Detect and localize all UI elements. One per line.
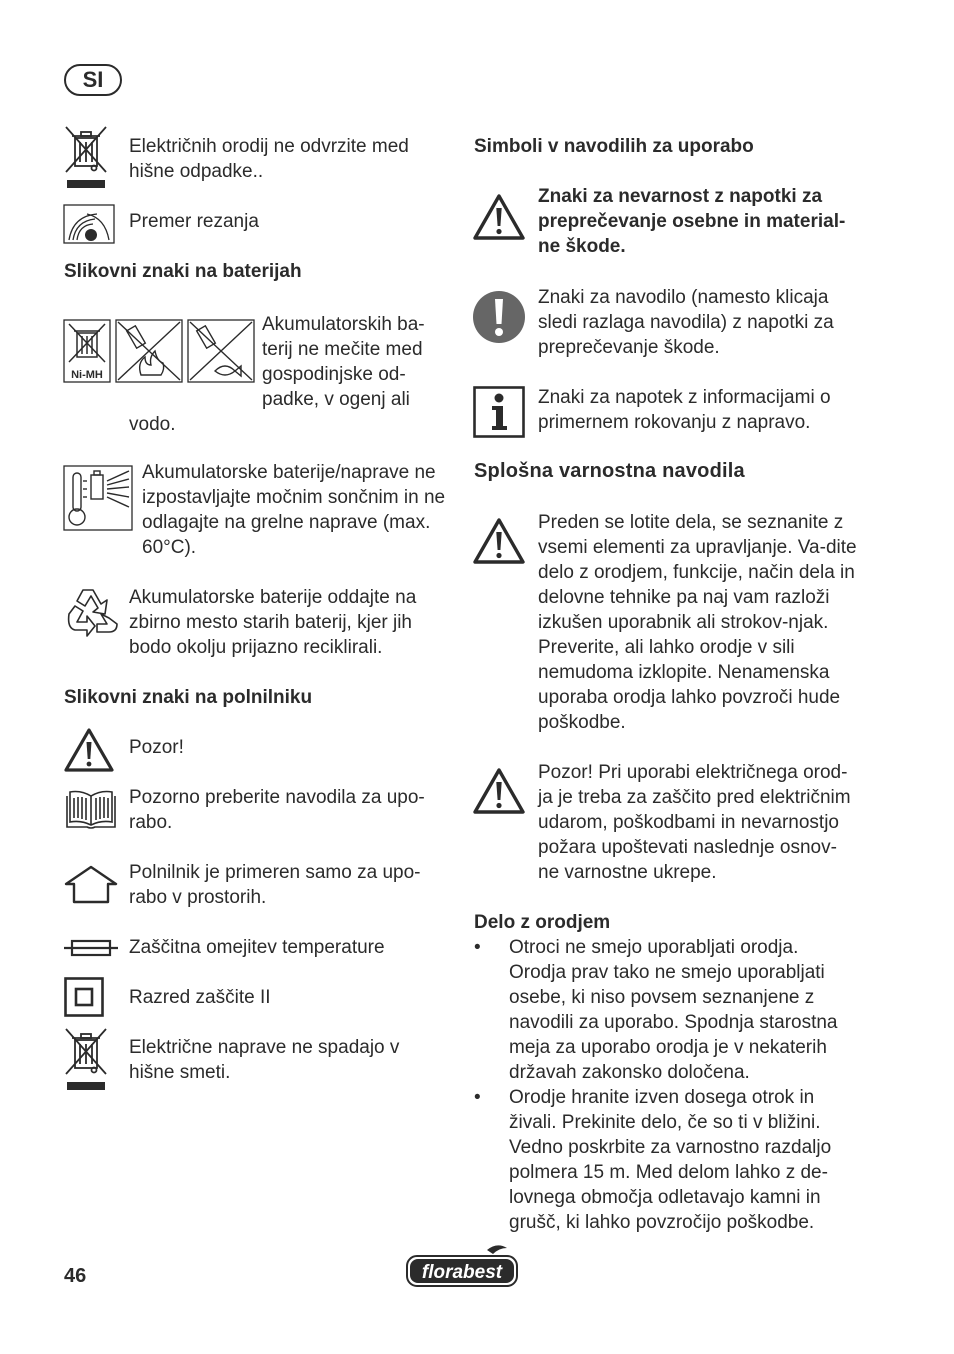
list-item: • Orodje hranite izven dosega otrok in živali. Prekinite delo, če so ti v bližini. Vedno poskrbite za varnostno razdaljo polmera 15 m. Med delom lahko z de-lovnega območja odletavajo kamni in grušč, ki lahko povzročijo poškodbe. [474,1085,852,1235]
crossed-bin-icon-2 [63,1026,109,1092]
recycle-text: Akumulatorske baterije oddajte na zbirno mesto starih baterij, kjer jih bodo okolju prijazno reciklirali. [129,587,417,658]
warning-triangle-icon-3 [472,766,526,816]
instruction-exclamation-icon [472,290,526,344]
work-bullet-list [474,935,852,1235]
safety-paragraph-1: Preden se lotite dela, se seznanite z vsemi elementi za upravljanje. Va-dite delo z orodjem, funkcije, način dela in delovne tehnike pa naj vam razloži izkušen uporabnik ali strokov-njak. Preverite, ali lahko orodje v sili nemudoma izklopite. Nenamenska uporaba orodja lahko povzroči hude poškodbe. [538,512,857,733]
warning-triangle-icon-2 [472,516,526,566]
protection-class-ii-icon [64,977,104,1017]
brand-logo-text: florabest [421,1262,503,1283]
page-number: 46 [64,1265,87,1287]
recycle-icon [63,584,121,638]
warning-triangle-icon [63,726,115,774]
battery-dispose-line-b: terij ne mečite med [262,339,423,360]
manual-text: Pozorno preberite navodila za upo-rabo. [129,787,425,833]
cutting-diameter-icon [63,204,115,244]
sun-text: Akumulatorske baterije/naprave ne izpostavljajte močnim sončnim in ne odlagajte na grelne naprave (max. 60°C). [142,462,446,558]
info-text: Znaki za napotek z informacijami o primernem rokovanju z napravo. [538,387,831,433]
language-badge [64,64,122,96]
crossed-bin-icon [63,124,109,190]
danger-triangle-icon [472,192,526,242]
safety-heading: Splošna varnostna navodila [474,460,745,482]
battery-dispose-line-a: Akumulatorskih ba- [262,314,425,335]
work-heading: Delo z orodjem [474,912,611,933]
weee-text: Električnih orodij ne odvrzite med hišne odpadke.. [129,136,409,182]
no-water-icon [187,319,255,383]
danger-text: Znaki za nevarnost z napotki za preprečevanje osebne in material-ne škode. [538,186,846,257]
class2-text: Razred zaščite II [129,987,271,1008]
thermal-fuse-icon [63,938,119,958]
battery-dispose-line-d: padke, v ogenj ali [262,389,410,410]
warning-text: Pozor! [129,737,184,758]
battery-dispose-line-c: gospodinjske od- [262,364,406,385]
thermal-text: Zaščitna omejitev temperature [129,937,385,958]
cut-diameter-text: Premer rezanja [129,211,259,232]
read-manual-icon [65,788,117,830]
symbols-heading: Simboli v navodilih za uporabo [474,136,754,157]
charger-section-heading: Slikovni znaki na polnilniku [64,687,313,708]
battery-dispose-line-e: vodo. [129,414,176,435]
brand-logo [405,1244,519,1288]
nimh-label: Ni-MH [71,369,103,381]
indoor-use-icon [63,864,119,904]
battery-section-heading: Slikovni znaki na baterijah [64,261,302,282]
heat-sun-icon [63,465,133,531]
instruction-text: Znaki za navodilo (namesto klicaja sledi razlaga navodila) z napotki za preprečevanje škode. [538,287,834,358]
list-item: • Otroci ne smejo uporabljati orodja. Orodja prav tako ne smejo uporabljati osebe, ki niso povsem seznanjene z navodili za uporabo. Spodnja starostna meja za uporabo orodja je v nekaterih državah zakonsko določena. [474,935,852,1085]
info-icon [473,386,525,438]
no-fire-icon [115,319,183,383]
battery-bin-icon [63,319,111,383]
safety-paragraph-2: Pozor! Pri uporabi električnega orod-ja je treba za zaščito pred električnim udarom, poškodbami in nevarnostjo požara upoštevati naslednje osnov-ne varnostne ukrepe. [538,762,851,883]
indoor-text: Polnilnik je primeren samo za upo-rabo v prostorih. [129,862,421,908]
weee2-text: Električne naprave ne spadajo v hišne smeti. [129,1037,400,1083]
language-badge-label: SI [82,67,104,92]
